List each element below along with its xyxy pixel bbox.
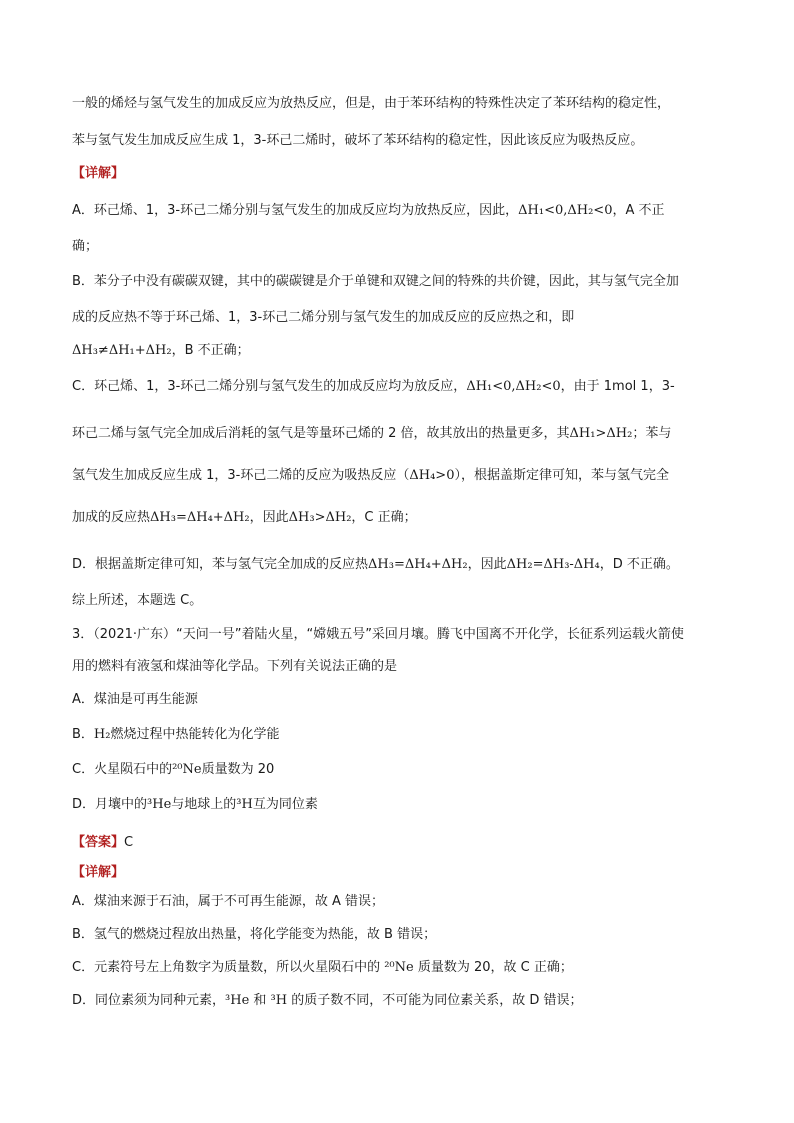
- option-d-text-1: D．月壤中的: [72, 797, 148, 812]
- explain-3-d: [72, 993, 583, 1009]
- analysis-b-line-2: 成的反应热不等于环己烯、1，3-环己二烯分别与氢气发生的加成反应的反应热之和，即: [72, 310, 575, 325]
- option-b-formula: H₂: [93, 727, 111, 742]
- explain-3-d-text-2: 和: [249, 993, 271, 1008]
- summary-line: 综上所述，本题选 C。: [72, 593, 203, 608]
- analysis-c-text-1: C．环己烯、1，3-环己二烯分别与氢气发生的加成反应均为放反应，: [72, 379, 467, 394]
- option-d-formula-2: ³H: [236, 797, 253, 812]
- analysis-b-line-1: B．苯分子中没有碳碳双键，其中的碳碳键是介于单键和双键之间的特殊的共价键，因此，其与氢气完全加: [72, 274, 679, 289]
- analysis-c-formula-4: ΔH₃=ΔH₄+ΔH₂: [150, 510, 250, 525]
- analysis-a-formula: ΔH₁<0,ΔH₂<0: [518, 203, 613, 218]
- analysis-d-formula-1: ΔH₃=ΔH₄+ΔH₂: [368, 557, 468, 572]
- analysis-c-formula-5: ΔH₃>ΔH₂: [288, 510, 352, 525]
- explain-3-a: A．煤油来源于石油，属于不可再生能源，故 A 错误；: [72, 894, 385, 909]
- option-c-formula: ²⁰Ne: [172, 762, 202, 777]
- intro-line-2: 苯与氢气发生加成反应生成 1，3-环己二烯时，破坏了苯环结构的稳定性，因此该反应为吸热反应。: [72, 133, 644, 148]
- analysis-a-line-1: [72, 203, 665, 219]
- analysis-c-formula-1: ΔH₁<0,ΔH₂<0: [466, 379, 561, 394]
- analysis-c-text-3: 环己二烯与氢气完全加成后消耗的氢气是等量环己烯的 2 倍，故其放出的热量更多，其: [72, 426, 570, 441]
- answer-value: C: [124, 835, 134, 850]
- analysis-a-tail: ，A 不正: [612, 203, 665, 218]
- question-3-line-2: 用的燃料有液氢和煤油等化学品。下列有关说法正确的是: [72, 659, 398, 674]
- option-b-label: B．: [72, 727, 94, 742]
- analysis-c-text-7: 加成的反应热: [72, 510, 151, 525]
- explain-3-d-formula-2: ³H: [270, 993, 288, 1008]
- question-3-option-b: [72, 727, 280, 743]
- analysis-c-text-8: ，因此: [249, 510, 289, 525]
- question-3-line-1: 3．（2021·广东）“天问一号”着陆火星，“嫦娥五号”采回月壤。腾飞中国离不开化学，长征系列运载火箭使: [72, 627, 684, 642]
- explain-3-b: B．氢气的燃烧过程放出热量，将化学能变为热能，故 B 错误；: [72, 927, 437, 942]
- question-3-option-a: A．煤油是可再生能源: [72, 692, 198, 707]
- analysis-a-line-2: 确；: [72, 239, 99, 254]
- answer-line: [72, 835, 133, 851]
- intro-line-1: 一般的烯烃与氢气发生的加成反应为放热反应，但是，由于苯环结构的特殊性决定了苯环结构的稳定性，: [72, 96, 671, 111]
- analysis-c-text-6: ），根据盖斯定律可知，苯与氢气完全: [454, 468, 669, 483]
- analysis-c-text-9: ，C 正确；: [351, 510, 417, 525]
- analysis-b-formula: ΔH₃≠ΔH₁+ΔH₂: [72, 343, 172, 358]
- option-d-text-2: 与地球上的: [171, 797, 237, 812]
- analysis-c-text-5: 氢气发生加成反应生成 1，3-环己二烯的反应为吸热反应（: [72, 468, 410, 483]
- explain-3-c-text-1: C．元素符号左上角数字为质量数，所以火星陨石中的: [72, 960, 385, 975]
- analysis-c-text-2: ，由于 1mol 1，3-: [560, 379, 675, 394]
- analysis-d-formula-2: ΔH₂=ΔH₃-ΔH₄: [506, 557, 600, 572]
- option-d-formula-1: ³He: [147, 797, 172, 812]
- question-3-option-d: [72, 797, 318, 813]
- analysis-c-text-4: ；苯与: [632, 426, 672, 441]
- option-c-text-1: C．火星陨石中的: [72, 762, 173, 777]
- analysis-a-text: A．环己烯、1，3-环己二烯分别与氢气发生的加成反应均为放热反应，因此，: [72, 203, 519, 218]
- option-d-text-3: 互为同位素: [252, 797, 318, 812]
- analysis-c-line-1: [72, 379, 675, 395]
- explain-3-c-text-2: 质量数为 20，故 C 正确；: [413, 960, 573, 975]
- analysis-b-line-3: [72, 343, 250, 359]
- analysis-c-formula-3: ΔH₄>0: [409, 468, 455, 483]
- analysis-c-line-2: [72, 426, 671, 442]
- explain-3-d-formula-1: ³He: [225, 993, 250, 1008]
- explain-3-d-text-1: D．同位素须为同种元素，: [72, 993, 226, 1008]
- explain-3-c: [72, 960, 573, 976]
- analysis-d-text-3: ，D 不正确。: [599, 557, 679, 572]
- question-3-option-c: [72, 762, 274, 778]
- answer-tag: 【答案】: [72, 835, 125, 850]
- analysis-d-text-1: D．根据盖斯定律可知，苯与氢气完全加成的反应热: [72, 557, 369, 572]
- option-b-text: 燃烧过程中热能转化为化学能: [110, 727, 280, 742]
- option-c-text-2: 质量数为 20: [201, 762, 275, 777]
- analysis-c-formula-2: ΔH₁>ΔH₂: [569, 426, 633, 441]
- section-heading-xiangjie: 【详解】: [72, 166, 125, 181]
- analysis-d-text-2: ，因此: [467, 557, 507, 572]
- explain-3-c-formula: ²⁰Ne: [384, 960, 414, 975]
- analysis-c-line-4: [72, 510, 417, 526]
- analysis-b-tail: ，B 不正确；: [171, 343, 250, 358]
- analysis-d-line-1: [72, 557, 679, 573]
- analysis-c-line-3: [72, 468, 669, 484]
- section-heading-xiangjie-2: 【详解】: [72, 865, 125, 880]
- explain-3-d-text-3: 的质子数不同，不可能为同位素关系，故 D 错误；: [287, 993, 583, 1008]
